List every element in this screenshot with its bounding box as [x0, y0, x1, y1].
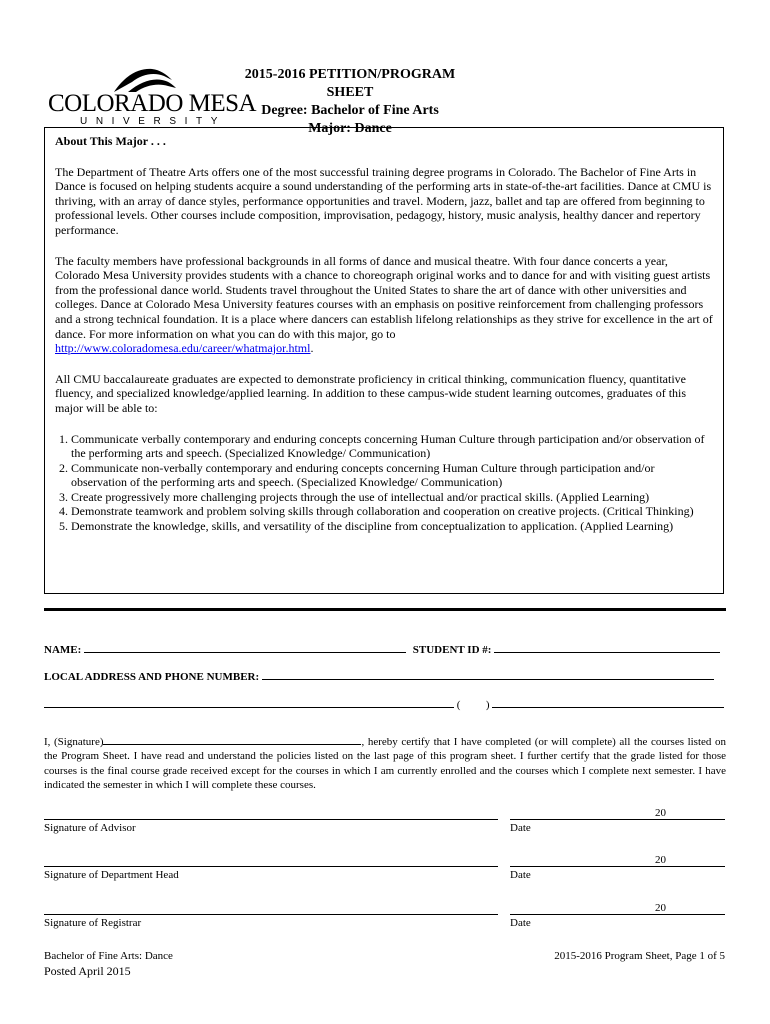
- phone-field[interactable]: [492, 696, 724, 708]
- address-label: LOCAL ADDRESS AND PHONE NUMBER:: [44, 671, 260, 683]
- footer-posted: Posted April 2015: [44, 964, 131, 978]
- student-signature-field[interactable]: [103, 733, 361, 745]
- advisor-date-label: Date: [510, 822, 531, 834]
- advisor-signature-label: Signature of Advisor: [44, 822, 136, 834]
- phone-close-paren: ): [485, 699, 490, 711]
- certification-statement: [44, 733, 726, 793]
- about-heading: About This Major . . .: [55, 134, 166, 148]
- registrar-date-label: Date: [510, 917, 531, 929]
- title-degree: Degree: Bachelor of Fine Arts: [261, 103, 439, 118]
- outcome-item: 3. Create progressively more challenging projects through the use of intellectual and/or practical skills. (Applied Learning): [71, 490, 713, 505]
- footer-page-number: 2015-2016 Program Sheet, Page 1 of 5: [554, 950, 725, 962]
- cert-text: , hereby certify that I have completed (or will complete) all the courses listed on the Program Sheet. I have read and understand the policies listed on the last page of this program sheet. I further certify that the grade listed for those courses is the final course grade received except for the courses in which I am currently enrolled and the courses which I complete next semester. I have indicated the semester in which I will complete these courses.: [44, 736, 726, 792]
- section-divider: [44, 608, 726, 611]
- university-logo: [44, 66, 257, 128]
- dept-head-signature-field[interactable]: [44, 866, 498, 867]
- outcome-item: 4. Demonstrate teamwork and problem solving skills through collaboration and cooperation on creative projects. (Critical Thinking): [71, 504, 713, 519]
- outcome-item: 5. Demonstrate the knowledge, skills, and versatility of the discipline from conceptualization to application. (Applied Learning): [71, 519, 713, 534]
- footer-left: Bachelor of Fine Arts: Dance: [44, 950, 173, 962]
- address-phone-row: [44, 696, 724, 711]
- title-line-1: 2015-2016 PETITION/PROGRAM SHEET: [244, 67, 456, 100]
- name-row: [44, 641, 720, 656]
- name-label: NAME:: [44, 644, 82, 656]
- dept-head-date-field[interactable]: [510, 866, 725, 867]
- title-major: Major: Dance: [308, 121, 392, 136]
- logo-subtitle: UNIVERSITY: [80, 116, 227, 127]
- dept-head-year-prefix: 20: [655, 854, 666, 866]
- registrar-signature-field[interactable]: [44, 914, 498, 915]
- name-field[interactable]: [84, 641, 406, 653]
- student-id-field[interactable]: [494, 641, 720, 653]
- registrar-signature-label: Signature of Registrar: [44, 917, 142, 929]
- about-paragraph-3: All CMU baccalaureate graduates are expected to demonstrate proficiency in critical thinking, communication fluency, quantitative fluency, and specialized knowledge/applied learning. In addition to these campus-wide student learning outcomes, graduates of this major will be able to:: [55, 371, 687, 415]
- logo-wordmark: COLORADO MESA: [48, 90, 257, 117]
- cert-signature-label: I, (Signature): [44, 736, 104, 748]
- outcome-item: 2. Communicate non-verbally contemporary and enduring concepts concerning Human Culture through participation and/or observation of the performing arts and speech. (Specialized Knowledge/ Communication): [71, 461, 713, 490]
- about-paragraph-1: The Department of Theatre Arts offers one of the most successful training degree programs in Colorado. The Bachelor of Fine Arts in Dance is focused on helping students acquire a sound understanding of the performing arts in state-of-the-art facilities. Dance at CMU is thriving, with an array of dance styles, performance opportunities and travel. Modern, jazz, ballet and tap are offered from beginning to professional levels. Other courses include composition, improvisation, pedagogy, history, music analysis, healthy dancer and repertory performance.: [55, 164, 712, 237]
- address-line-2-field[interactable]: [44, 696, 454, 708]
- registrar-date-field[interactable]: [510, 914, 725, 915]
- registrar-year-prefix: 20: [655, 902, 666, 914]
- advisor-date-field[interactable]: [510, 819, 725, 820]
- dept-head-signature-label: Signature of Department Head: [44, 869, 179, 881]
- address-field[interactable]: [262, 668, 714, 680]
- area-code-field[interactable]: [463, 697, 483, 708]
- outcomes-list: [55, 432, 713, 534]
- advisor-year-prefix: 20: [655, 807, 666, 819]
- about-paragraph-2: The faculty members have professional backgrounds in all forms of dance and musical theatre. With four dance concerts a year, Colorado Mesa University provides students with a chance to choreograph original works and to dance for and with visiting guest artists from the professional dance world. Students travel throughout the United States to share the art of dance with other universities and colleges. Dance at Colorado Mesa University features courses with an emphasis on positive reinforcement from challenging professors and a strong technical foundation. It is a place where dancers can establish lifelong relationships as they strive for excellence in the art of dance. For more information on what you can do with this major, go to http://www.coloradomesa.edu/career/whatmajor.html.: [55, 253, 713, 356]
- about-paragraph-2-text: The faculty members have professional backgrounds in all forms of dance and musical theatre. With four dance concerts a year, Colorado Mesa University provides students with a chance to choreograph original works and to dance for and with visiting guest artists from the professional dance world. Students travel throughout the United States to share the art of dance with other universities and colleges. Dance at Colorado Mesa University features courses with an emphasis on positive reinforcement from challenging professors and a strong technical foundation. It is a place where dancers can establish lifelong relationships as they strive for excellence in the art of dance. For more information on what you can do with this major, go to: [55, 253, 713, 341]
- about-box: [44, 127, 724, 594]
- student-id-label: STUDENT ID #:: [412, 644, 492, 656]
- whatmajor-link[interactable]: http://www.coloradomesa.edu/career/whatmajor.html: [55, 341, 311, 356]
- outcome-item: 1. Communicate verbally contemporary and enduring concepts concerning Human Culture through participation and/or observation of the performing arts and speech. (Specialized Knowledge/ Communication): [71, 432, 713, 461]
- dept-head-date-label: Date: [510, 869, 531, 881]
- advisor-signature-field[interactable]: [44, 819, 498, 820]
- phone-open-paren: (: [456, 699, 461, 711]
- address-row: [44, 668, 714, 683]
